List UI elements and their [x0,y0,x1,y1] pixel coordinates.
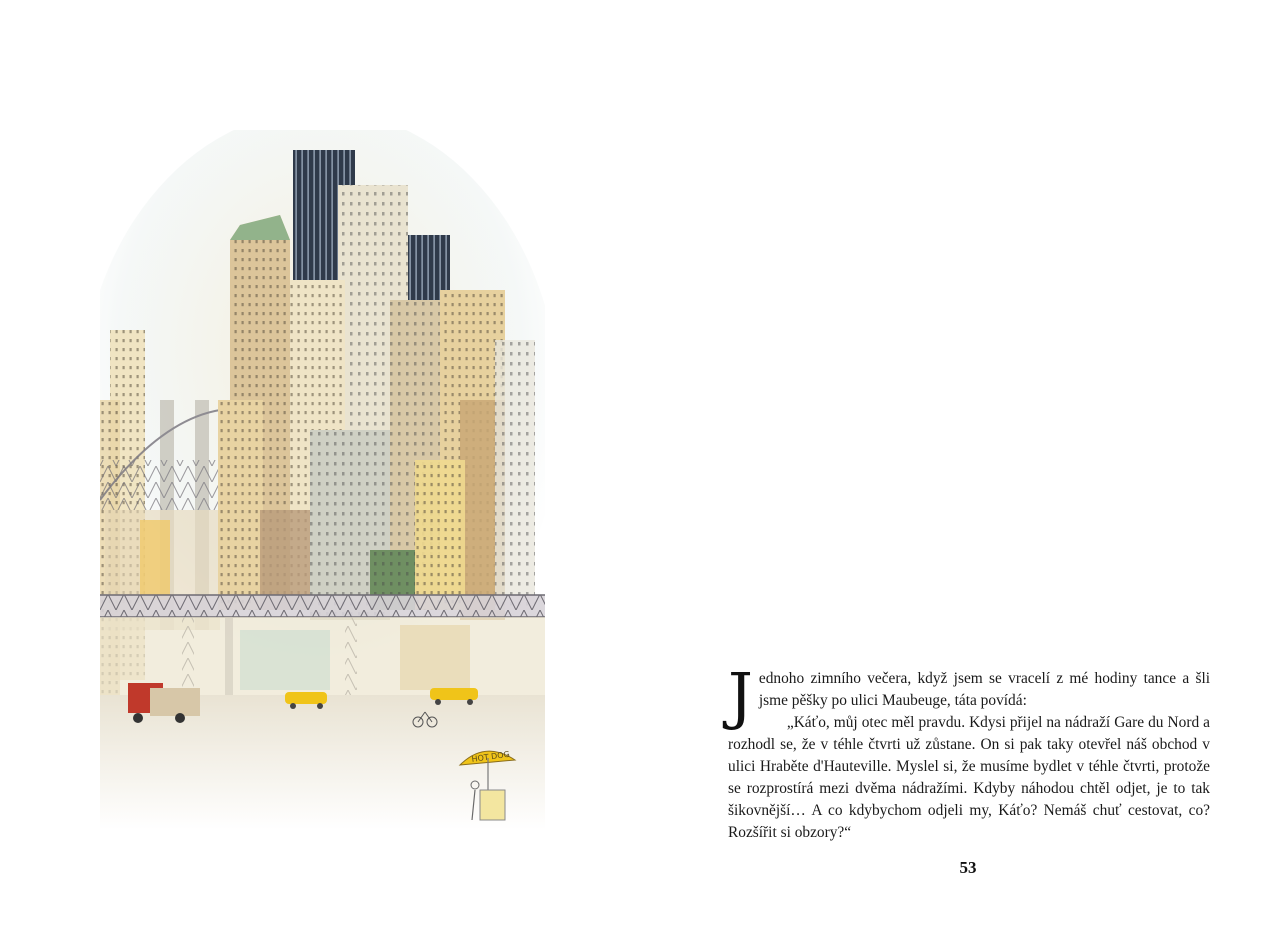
hotdog-sign-text: HOT DOG [471,749,511,764]
paragraph-1-text: ednoho zimního večera, když jsem se vracelí z mé hodiny tance a šli jsme pěšky po ulici Maubeuge, táta povídá: [758,670,1210,709]
story-text [728,659,1210,844]
city-illustration [100,130,545,830]
paragraph-1 [728,659,1210,732]
drop-cap: J [728,659,753,732]
paragraph-2: „Káťo, můj otec měl pravdu. Kdysi přijel na nádraží Gare du Nord a rozhodl se, že v téhle čtvrti už zůstane. On si pak taky otevřel náš obchod v ulici Hraběte d'Hauteville. Myslel si, že musíme bydlet v téhle čtvrti, protože se rozprostírá mezi dvěma nádražími. Kdyby náhodou chtěl odjet, je to tak šikovnější… A co kdybychom odjeli my, Káťo? Nemáš chuť cestovat, co? Rozšířit si obzory?“ [728,714,1210,841]
page-number: 53 [959,858,977,877]
watercolor-skyline [100,130,545,830]
